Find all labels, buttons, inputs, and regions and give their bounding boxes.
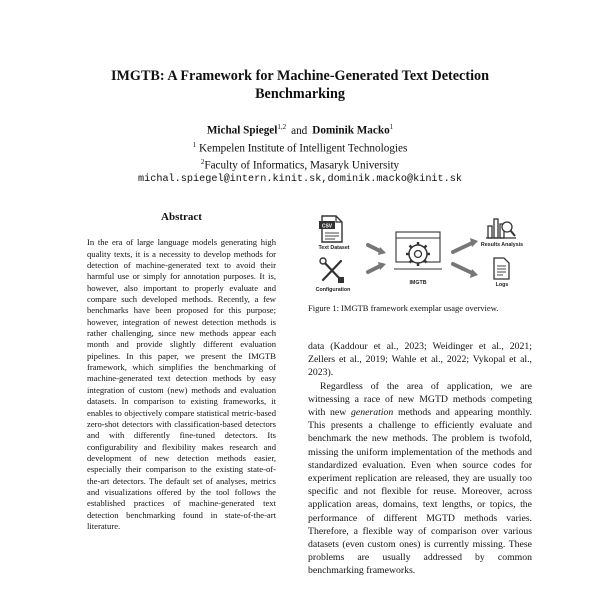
- affiliation-1-text: Kempelen Institute of Intelligent Technologies: [198, 142, 408, 155]
- author-2-name: Dominik Macko: [312, 124, 390, 137]
- paper-title-line-2: Benchmarking: [255, 86, 345, 102]
- author-2-affiliation-marker: 1: [389, 123, 394, 131]
- logs-label: Logs: [495, 282, 509, 288]
- abstract-text: In the era of large language models generating high quality texts, it is a necessity to develop methods for detection of machine-generated text to avoid their harmful use or simply for annotation purposes. It is, however, also important to properly evaluate and compare such developed methods. Recently, a few benchmarks have been proposed for this purpose; however, integration of newest detection methods is rather challenging, since new methods appear each month and provide slightly different evaluation pipelines. In this paper, we present the IMGTB framework, which simplifies the benchmarking of machine-generated text detection methods by easy integration of custom (new) methods and evaluation datasets. In comparison to existing frameworks, it enables to objectively compare statistical metric-based zero-shot detectors with classification-based detectors and with differently fine-tuned detectors. Its configurability and flexibility makes research and development of new detection methods easier, especially their comparison to the existing state-of-the-art detectors. The default set of analyses, metrics and visualizations offered by the tool follows the established practices of machine-generated text detection benchmarking found in state-of-the-art literature.: [87, 237, 276, 531]
- abstract-section: [87, 212, 276, 532]
- author-conjunction: and: [291, 124, 308, 137]
- author-1-affiliation-marker: 1,2: [277, 123, 287, 131]
- author-1-name: Michal Spiegel: [206, 124, 278, 137]
- affiliation-2: [60, 155, 540, 173]
- affiliation-2-marker: 2: [200, 158, 205, 167]
- figure-1: [308, 208, 536, 298]
- log-file-icon: [494, 258, 509, 279]
- body-paragraph-1: data (Kaddour et al., 2023; Weidinger et al., 2021; Zellers et al., 2019; Wahle et al., 2022; Vykopal et al., 2023).: [308, 341, 532, 379]
- affiliation-1-marker: 1: [192, 140, 197, 149]
- paper-title: [60, 67, 540, 103]
- author-block: [60, 120, 540, 187]
- paper-title-line-1: IMGTB: A Framework for Machine-Generated Text Detection: [111, 68, 489, 84]
- gear-icon: [394, 232, 442, 269]
- intro-section: [308, 340, 532, 578]
- tools-icon: [320, 258, 344, 283]
- body-paragraph-2: [308, 380, 532, 578]
- affiliation-2-text: Faculty of Informatics, Masaryk University: [204, 160, 400, 173]
- output-arrows: [453, 243, 472, 273]
- abstract-heading: Abstract: [161, 211, 202, 223]
- bar-chart-icon: [486, 219, 516, 238]
- csv-label: CSV: [321, 223, 333, 230]
- configuration-label: Configuration: [315, 287, 351, 293]
- body-paragraph-2-part-2: methods and appearing monthly. This presents a challenge to efficiently evaluate and benchmark the new methods. The problem is twofold, missing the uniform implementation of the methods and standardized evaluation. Even when source codes for experiment replication are released, they are usually too specific and not flexible for reuse. Moreover, across application areas, domains, text lengths, or topics, the performance of different MGTD methods varies. Therefore, a flexible way of comparison over various datasets (even custom ones) is currently missing. These problems are usually addressed by common benchmarking frameworks.: [308, 407, 532, 577]
- body-paragraph-2-part-1: Regardless of the area of application, we are witnessing a race of new MGTD methods competing with new: [308, 380, 532, 419]
- framework-diagram: [308, 208, 536, 298]
- author-names: [60, 120, 540, 138]
- imgtb-label: IMGTB: [409, 280, 427, 286]
- affiliation-1: [60, 138, 540, 156]
- csv-file-icon: [319, 216, 342, 242]
- author-emails: michal.spiegel@intern.kinit.sk,dominik.macko@kinit.sk: [137, 174, 462, 186]
- body-paragraph-2-emphasis: generation: [351, 407, 394, 419]
- text-dataset-label: Text Dataset: [318, 245, 350, 251]
- figure-1-caption: Figure 1: IMGTB framework exemplar usage overview.: [308, 303, 499, 313]
- results-analysis-label: Results Analysis: [480, 242, 524, 248]
